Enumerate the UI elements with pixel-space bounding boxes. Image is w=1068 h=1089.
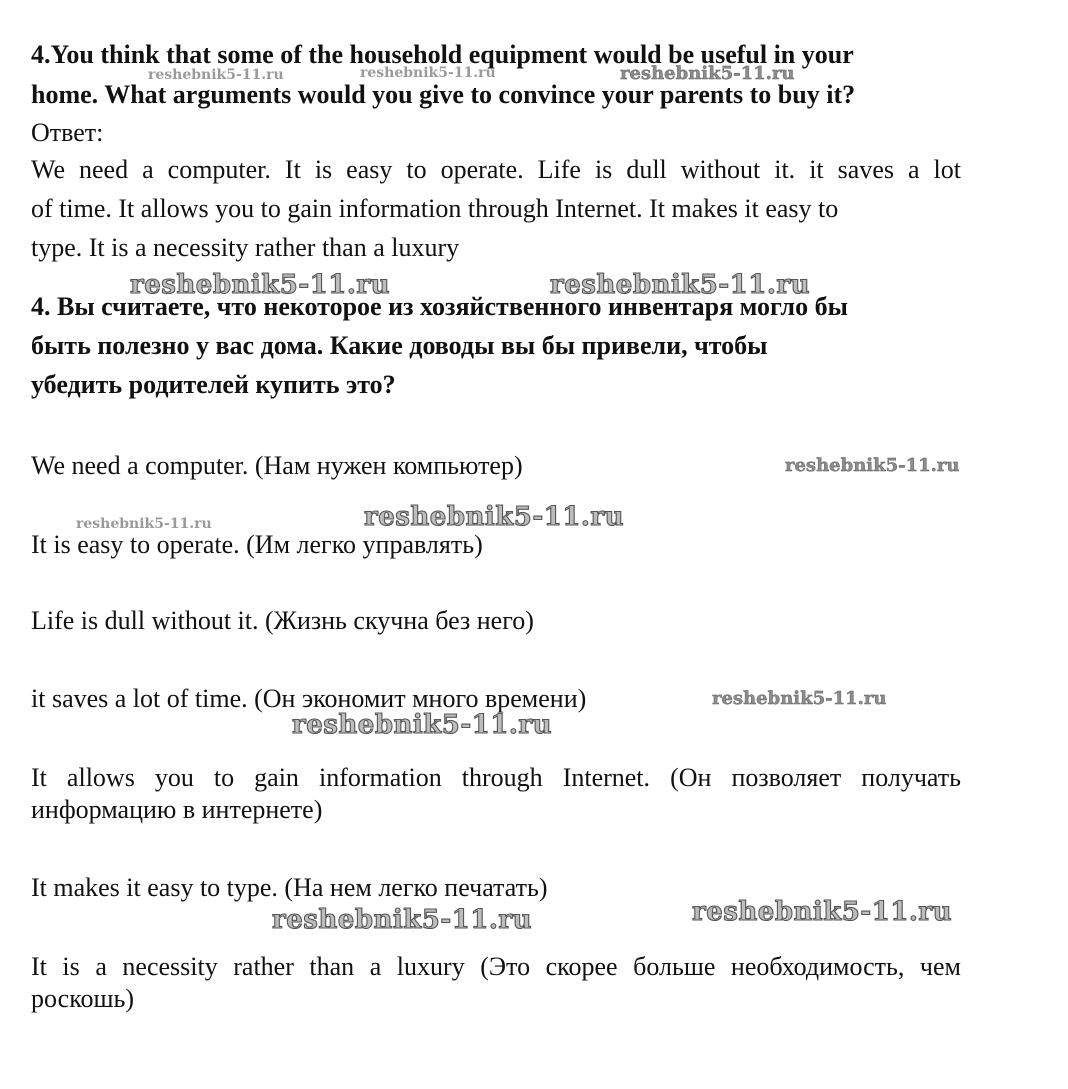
translation-item: We need a computer. (Нам нужен компьютер) xyxy=(31,451,523,480)
question-ru-line-2: быть полезно у вас дома. Какие доводы вы бы привели, чтобы xyxy=(31,331,768,360)
question-ru-line-3: убедить родителей купить это? xyxy=(31,370,396,399)
watermark: reshebnik5-11.ru xyxy=(148,67,284,83)
answer-label: Ответ: xyxy=(31,118,104,147)
watermark: reshebnik5-11.ru xyxy=(130,270,391,300)
watermark: reshebnik5-11.ru xyxy=(785,455,960,476)
question-en-line-1: 4.You think that some of the household equipment would be useful in your xyxy=(31,40,854,69)
watermark: reshebnik5-11.ru xyxy=(550,270,811,300)
watermark: reshebnik5-11.ru xyxy=(360,65,496,81)
watermark: reshebnik5-11.ru xyxy=(76,516,212,532)
translation-item: Life is dull without it. (Жизнь скучна без него) xyxy=(31,606,534,635)
watermark: reshebnik5-11.ru xyxy=(692,897,953,927)
translation-item: It is a necessity rather than a luxury (Это скорее больше необходимость, чем xyxy=(31,952,961,981)
question-en-line-2: home. What arguments would you give to convince your parents to buy it? xyxy=(31,80,856,109)
translation-item-continued: роскошь) xyxy=(31,984,135,1013)
translation-item-continued: информацию в интернете) xyxy=(31,795,323,824)
watermark: reshebnik5-11.ru xyxy=(364,502,625,532)
watermark: reshebnik5-11.ru xyxy=(712,688,887,709)
translation-item: It makes it easy to type. (На нем легко печатать) xyxy=(31,873,548,902)
watermark: reshebnik5-11.ru xyxy=(272,905,533,935)
answer-line-2: of time. It allows you to gain information through Internet. It makes it easy to xyxy=(31,194,839,223)
translation-item: It allows you to gain information through Internet. (Он позволяет получать xyxy=(31,763,961,792)
watermark: reshebnik5-11.ru xyxy=(292,710,553,740)
answer-line-1: We need a computer. It is easy to operate. Life is dull without it. it saves a lot xyxy=(31,155,961,184)
question-ru-line-1: 4. Вы считаете, что некоторое из хозяйственного инвентаря могло бы xyxy=(31,292,848,321)
answer-line-3: type. It is a necessity rather than a luxury xyxy=(31,233,460,262)
translation-item: it saves a lot of time. (Он экономит много времени) xyxy=(31,684,587,713)
watermark: reshebnik5-11.ru xyxy=(620,63,795,84)
translation-item: It is easy to operate. (Им легко управлять) xyxy=(31,530,483,559)
